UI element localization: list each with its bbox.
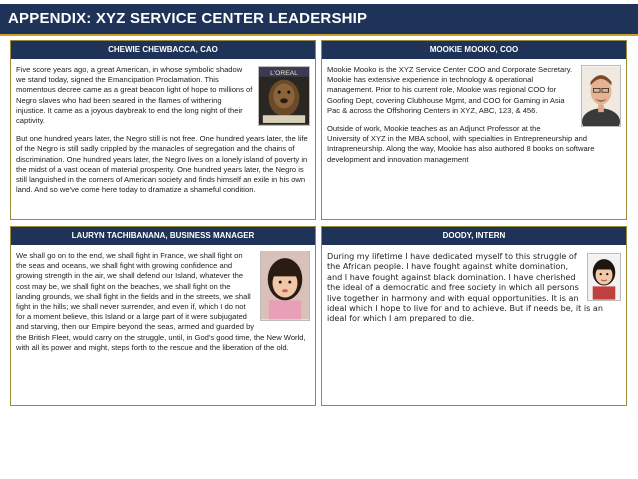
portrait-photo bbox=[258, 66, 310, 126]
leader-card-doody bbox=[321, 226, 627, 406]
portrait-photo bbox=[587, 253, 621, 301]
leader-card-lauryn bbox=[10, 226, 316, 406]
page-title: APPENDIX: XYZ SERVICE CENTER LEADERSHIP bbox=[8, 10, 368, 27]
card-body bbox=[16, 65, 310, 215]
card-body bbox=[327, 251, 621, 401]
card-body bbox=[16, 251, 310, 401]
bio-paragraph: We shall go on to the end, we shall fight in France, we shall fight on the seas and oceans, we shall fight with growing confidence and growing strength in the air, we shall defend our Island, whatever the cost may be, we shall fight on the beaches, we shall fight on the landing grounds, we shall fight in the fields and in the streets, we shall fight in the hills; we shall never surrender, and even if, which I do not for a moment believe, this Island or a large part of it were subjugated and starving, then our Empire beyond the seas, armed and guarded by the British Fleet, would carry on the struggle, until, in God's good time, the New World, with all its power and might, steps forth to the rescue and the liberation of the old. bbox=[16, 251, 306, 352]
bio-paragraph: Mookie Mooko is the XYZ Service Center COO and Corporate Secretary. Mookie has extensive experience in technology & operational management. Prior to his current role, Mookie was regional COO for Goofing Dept, covering Clubhouse Mgmt, and COO for Gaming in Asia Pac & across the Offshoring Centers in XYZ, ABC, 123, & 456. bbox=[327, 65, 573, 115]
leader-card-chewie bbox=[10, 40, 316, 220]
portrait-photo bbox=[581, 65, 621, 127]
logo-text: L'OREAL bbox=[270, 69, 298, 77]
title-bar bbox=[0, 4, 638, 36]
bio-paragraph: Five score years ago, a great American, in whose symbolic shadow we stand today, signed the Emancipation Proclamation. This momentous decree came as a great beacon light of hope to millions of Negro slaves who had been seared in the flames of withering injustice. It came as a joyous daybreak to end the long night of their captivity. bbox=[16, 65, 253, 126]
portrait-photo bbox=[260, 251, 310, 321]
card-header: DOODY, INTERN bbox=[322, 227, 626, 245]
card-header: MOOKIE MOOKO, COO bbox=[322, 41, 626, 59]
leader-card-mookie bbox=[321, 40, 627, 220]
card-header: LAURYN TACHIBANANA, BUSINESS MANAGER bbox=[11, 227, 315, 245]
bio-paragraph: During my lifetime I have dedicated myself to this struggle of the African people. I have fought against white domination, and I have fought against black domination. I have cherished the ideal of a democratic and free society in which all persons live together in harmony and with equal opportunities. It is an ideal which I hope to live for and to achieve. But if needs be, it is an ideal for which I am prepared to die. bbox=[327, 251, 603, 324]
bio-paragraph: Outside of work, Mookie teaches as an Adjunct Professor at the University of XYZ in the MBA school, with specialties in Entrepreneurship and Intrapreneurship. Along the way, Mookie has also authored 8 books on software development and innovation management bbox=[327, 124, 595, 164]
card-body bbox=[327, 65, 621, 215]
bio-paragraph: But one hundred years later, the Negro still is not free. One hundred years later, the life of the Negro is still sadly crippled by the manacles of segregation and the chains of discrimination. One hundred years later, the Negro lives on a lonely island of poverty in the midst of a vast ocean of material prosperity. One hundred years later, the Negro is still languished in the corners of American society and finds himself an exile in his own land. And so we've come here today to dramatize a shameful condition. bbox=[16, 134, 308, 195]
card-header: CHEWIE CHEWBACCA, CAO bbox=[11, 41, 315, 59]
